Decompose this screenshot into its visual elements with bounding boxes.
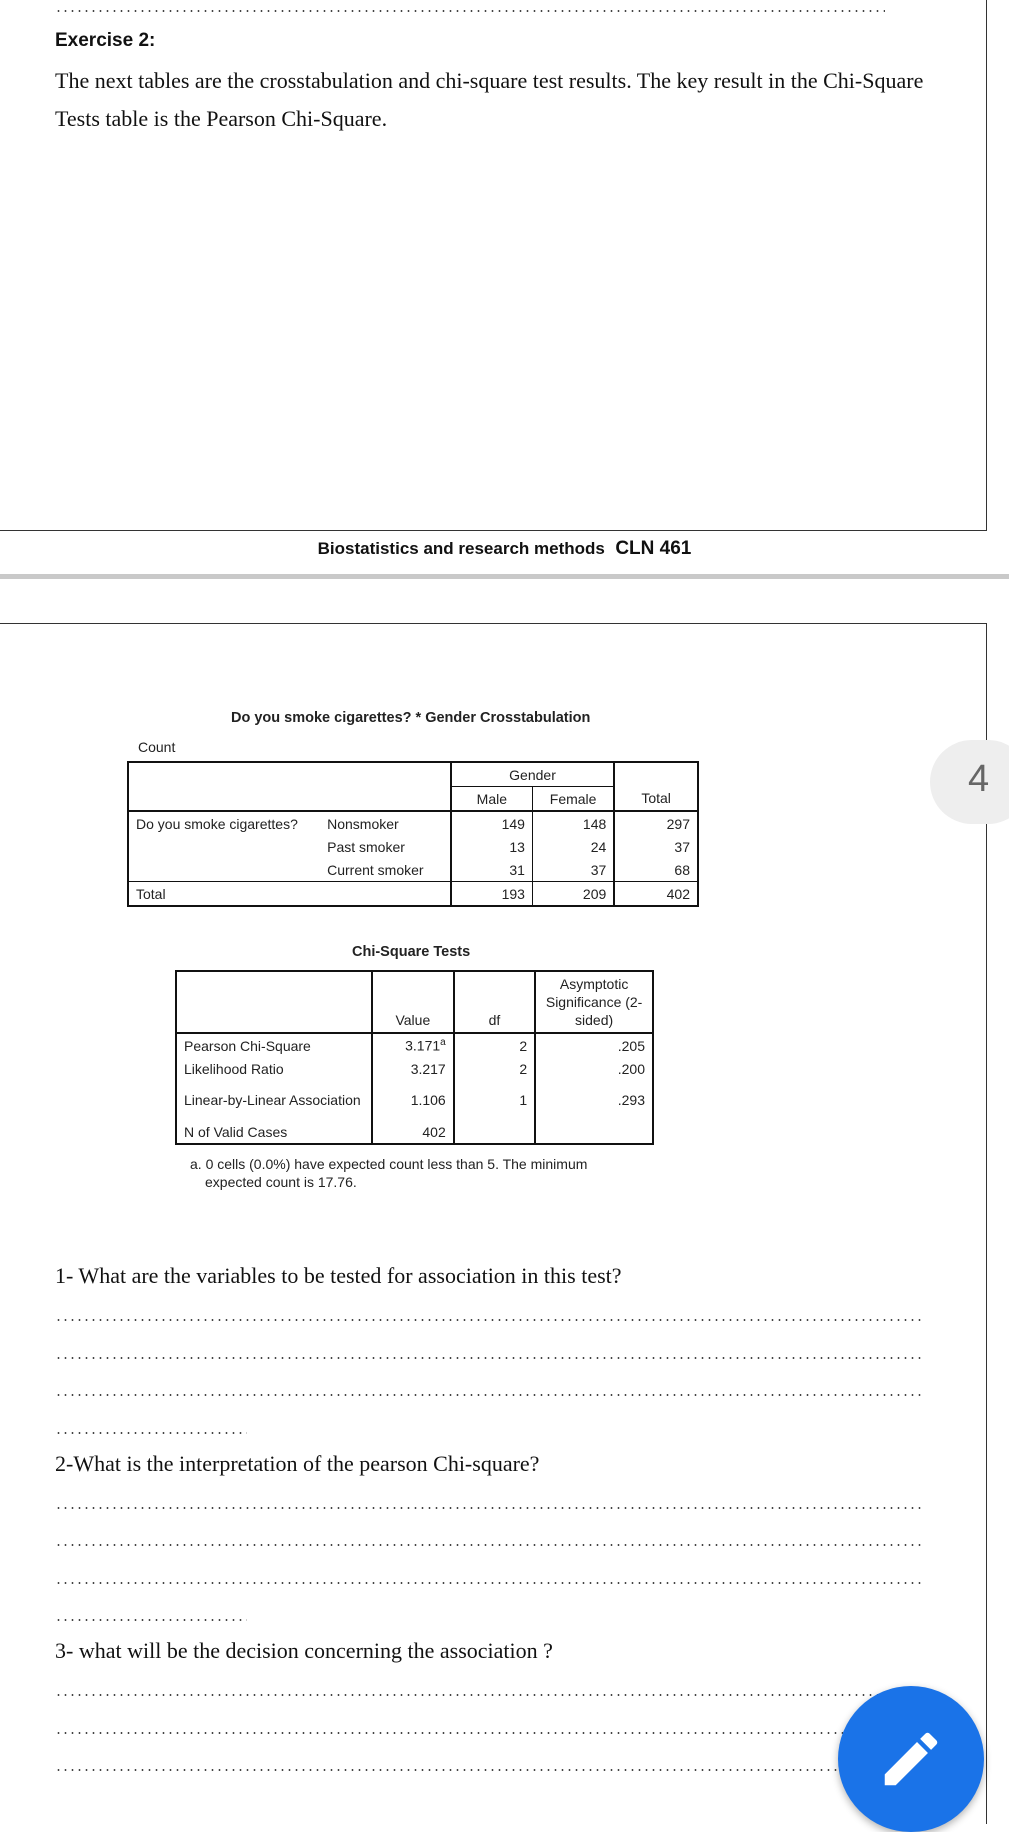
- answer-line: [55, 1768, 923, 1772]
- answer-line: [55, 1618, 247, 1622]
- answer-line: [55, 1506, 923, 1510]
- crosstab-table: [127, 761, 699, 907]
- col-male: Male: [451, 787, 533, 812]
- col-female: Female: [532, 787, 614, 812]
- table-row: Pearson Chi-Square 3.171$^a$ 2 .205: [176, 1033, 653, 1057]
- answer-line: [55, 1318, 923, 1322]
- question-1: 1- What are the variables to be tested for association in this test?: [55, 1263, 622, 1288]
- col-df: df: [454, 971, 535, 1033]
- page-footer: [0, 538, 1009, 568]
- chisq-footnote: a. 0 cells (0.0%) have expected count less than 5. The minimum expected count is 17.76.: [190, 1156, 588, 1190]
- table-row: N of Valid Cases 402: [176, 1120, 653, 1144]
- answer-line: [55, 1581, 923, 1585]
- answer-line: [55, 1356, 923, 1360]
- pencil-icon: [876, 1724, 946, 1794]
- gender-header: Gender: [451, 762, 615, 787]
- exercise-title: Exercise 2:: [55, 30, 156, 51]
- answer-line: [55, 1543, 923, 1547]
- table-row: Likelihood Ratio 3.217 2 .200: [176, 1057, 653, 1080]
- footer-code: CLN 461: [615, 538, 692, 559]
- answer-line: [55, 1693, 923, 1697]
- question-3: 3- what will be the decision concerning the association ?: [55, 1638, 553, 1663]
- chisq-title: Chi-Square Tests: [352, 944, 471, 960]
- table-row: Current smoker 31 37 68: [128, 858, 698, 882]
- table-row-total: Total 193 209 402: [128, 882, 698, 907]
- chisq-table: [175, 970, 654, 1145]
- answer-line: [55, 9, 885, 13]
- row-label: Past smoker: [327, 838, 405, 855]
- page-1: [0, 0, 987, 531]
- total-label: Total: [128, 882, 451, 907]
- col-sig: Asymptotic Significance (2-sided): [535, 971, 653, 1033]
- row-label: Current smoker: [327, 861, 424, 878]
- exercise-paragraph: The next tables are the crosstabulation and chi-square test results. The key result in the Chi-Square Tests table is the Pearson Chi-Square.: [55, 68, 924, 131]
- footer-course: Biostatistics and research methods: [317, 539, 605, 558]
- col-total: Total: [614, 787, 698, 812]
- table-row: Linear-by-Linear Association 1.106 1 .293: [176, 1080, 653, 1120]
- page-number-badge: [930, 740, 1009, 824]
- crosstab-count-label: Count: [138, 739, 176, 755]
- page-number: 4: [968, 758, 990, 800]
- crosstab-corner: [128, 762, 451, 811]
- crosstab-title: Do you smoke cigarettes? * Gender Crosstabulation: [231, 710, 591, 726]
- table-row: Past smoker 13 24 37: [128, 835, 698, 858]
- edit-fab-button[interactable]: [838, 1686, 984, 1832]
- answer-line: [55, 1393, 923, 1397]
- row-variable: Do you smoke cigarettes?: [128, 811, 320, 882]
- answer-line: [55, 1731, 923, 1735]
- col-value: Value: [372, 971, 454, 1033]
- row-label: Nonsmoker: [320, 811, 451, 835]
- question-2: 2-What is the interpretation of the pearson Chi-square?: [55, 1451, 540, 1476]
- page-separator: [0, 574, 1009, 579]
- table-row: Do you smoke cigarettes? Nonsmoker 149 148 297: [128, 811, 698, 835]
- answer-line: [55, 1431, 247, 1435]
